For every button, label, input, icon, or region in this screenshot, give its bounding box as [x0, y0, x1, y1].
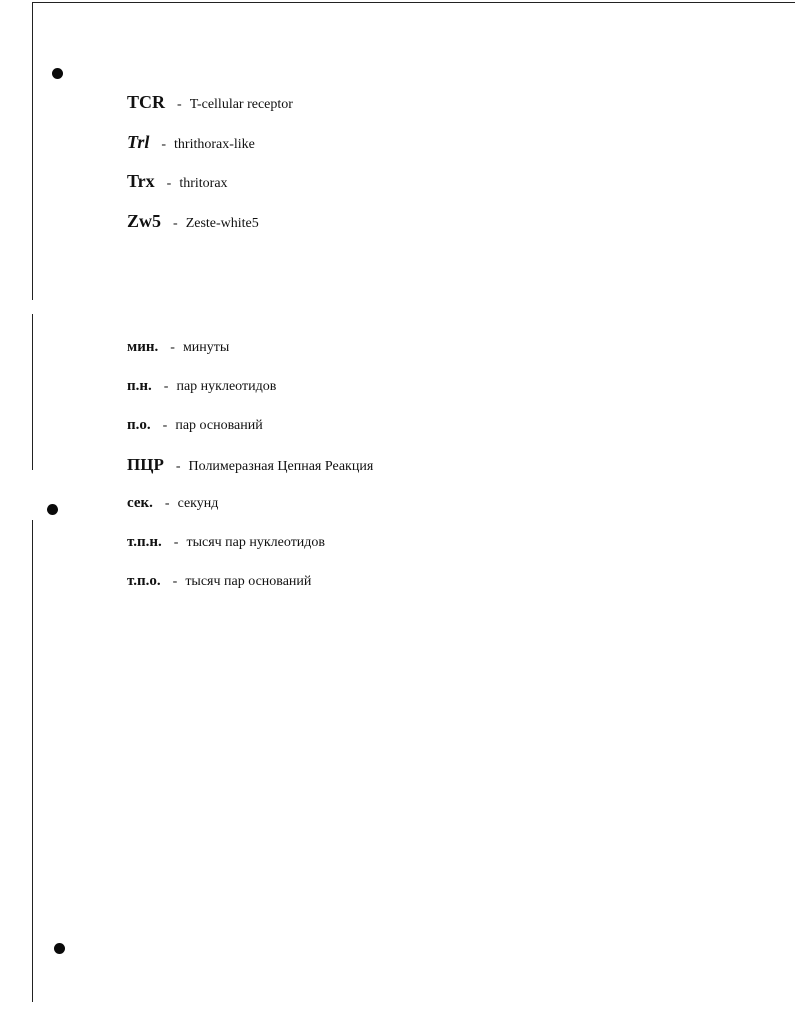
abbreviation-separator: -	[172, 574, 178, 589]
abbreviation-entry	[127, 377, 276, 395]
abbreviation-entry	[127, 533, 325, 551]
abbreviation-term: мин.	[127, 339, 159, 355]
abbreviation-entry	[127, 455, 373, 475]
abbreviation-term: т.п.о.	[127, 573, 161, 589]
abbreviation-separator: -	[161, 137, 167, 152]
border-gap	[30, 470, 36, 520]
abbreviation-term: п.н.	[127, 378, 152, 394]
abbreviation-definition: пар оснований	[175, 418, 263, 433]
abbreviation-separator: -	[162, 418, 168, 433]
abbreviation-entry	[127, 494, 218, 512]
border-gap	[30, 300, 36, 314]
abbreviation-separator: -	[163, 379, 169, 394]
abbreviation-separator: -	[173, 216, 178, 231]
abbreviation-separator: -	[175, 459, 181, 474]
abbreviation-definition: thrithorax-like	[174, 137, 255, 152]
abbreviation-definition: секунд	[177, 496, 219, 511]
abbreviation-definition: тысяч пар оснований	[185, 574, 312, 589]
punch-hole	[52, 68, 63, 79]
abbreviation-term: ПЦР	[127, 455, 164, 474]
abbreviation-entry	[127, 338, 229, 356]
abbreviation-entry	[127, 171, 228, 192]
abbreviation-definition: Полимеразная Цепная Реакция	[188, 459, 374, 474]
abbreviation-definition: тысяч пар нуклеотидов	[186, 535, 326, 550]
abbreviation-term: п.о.	[127, 417, 151, 433]
abbreviation-separator: -	[164, 496, 170, 511]
abbreviation-definition: пар нуклеотидов	[176, 379, 277, 394]
abbreviation-entry	[127, 572, 311, 590]
abbreviation-entry	[127, 92, 293, 113]
abbreviation-definition: минуты	[182, 340, 230, 355]
abbreviation-entry	[127, 416, 263, 434]
abbreviation-term: Trl	[127, 132, 150, 152]
page-border-top	[33, 2, 795, 3]
abbreviation-separator: -	[166, 176, 172, 191]
abbreviation-separator: -	[177, 97, 182, 112]
abbreviation-definition: thritorax	[179, 176, 228, 191]
abbreviation-separator: -	[170, 340, 175, 355]
abbreviation-definition: Zeste-white5	[185, 216, 259, 231]
abbreviation-entry	[127, 211, 259, 232]
abbreviation-definition: T-cellular receptor	[189, 97, 293, 112]
punch-hole	[47, 504, 58, 515]
abbreviation-term: TCR	[127, 92, 166, 112]
abbreviation-entry	[127, 132, 255, 153]
abbreviation-term: Zw5	[127, 211, 162, 231]
abbreviation-separator: -	[173, 535, 179, 550]
punch-hole	[54, 943, 65, 954]
abbreviation-term: Trx	[127, 171, 155, 191]
abbreviation-term: т.п.н.	[127, 534, 162, 550]
abbreviation-term: сек.	[127, 495, 153, 511]
